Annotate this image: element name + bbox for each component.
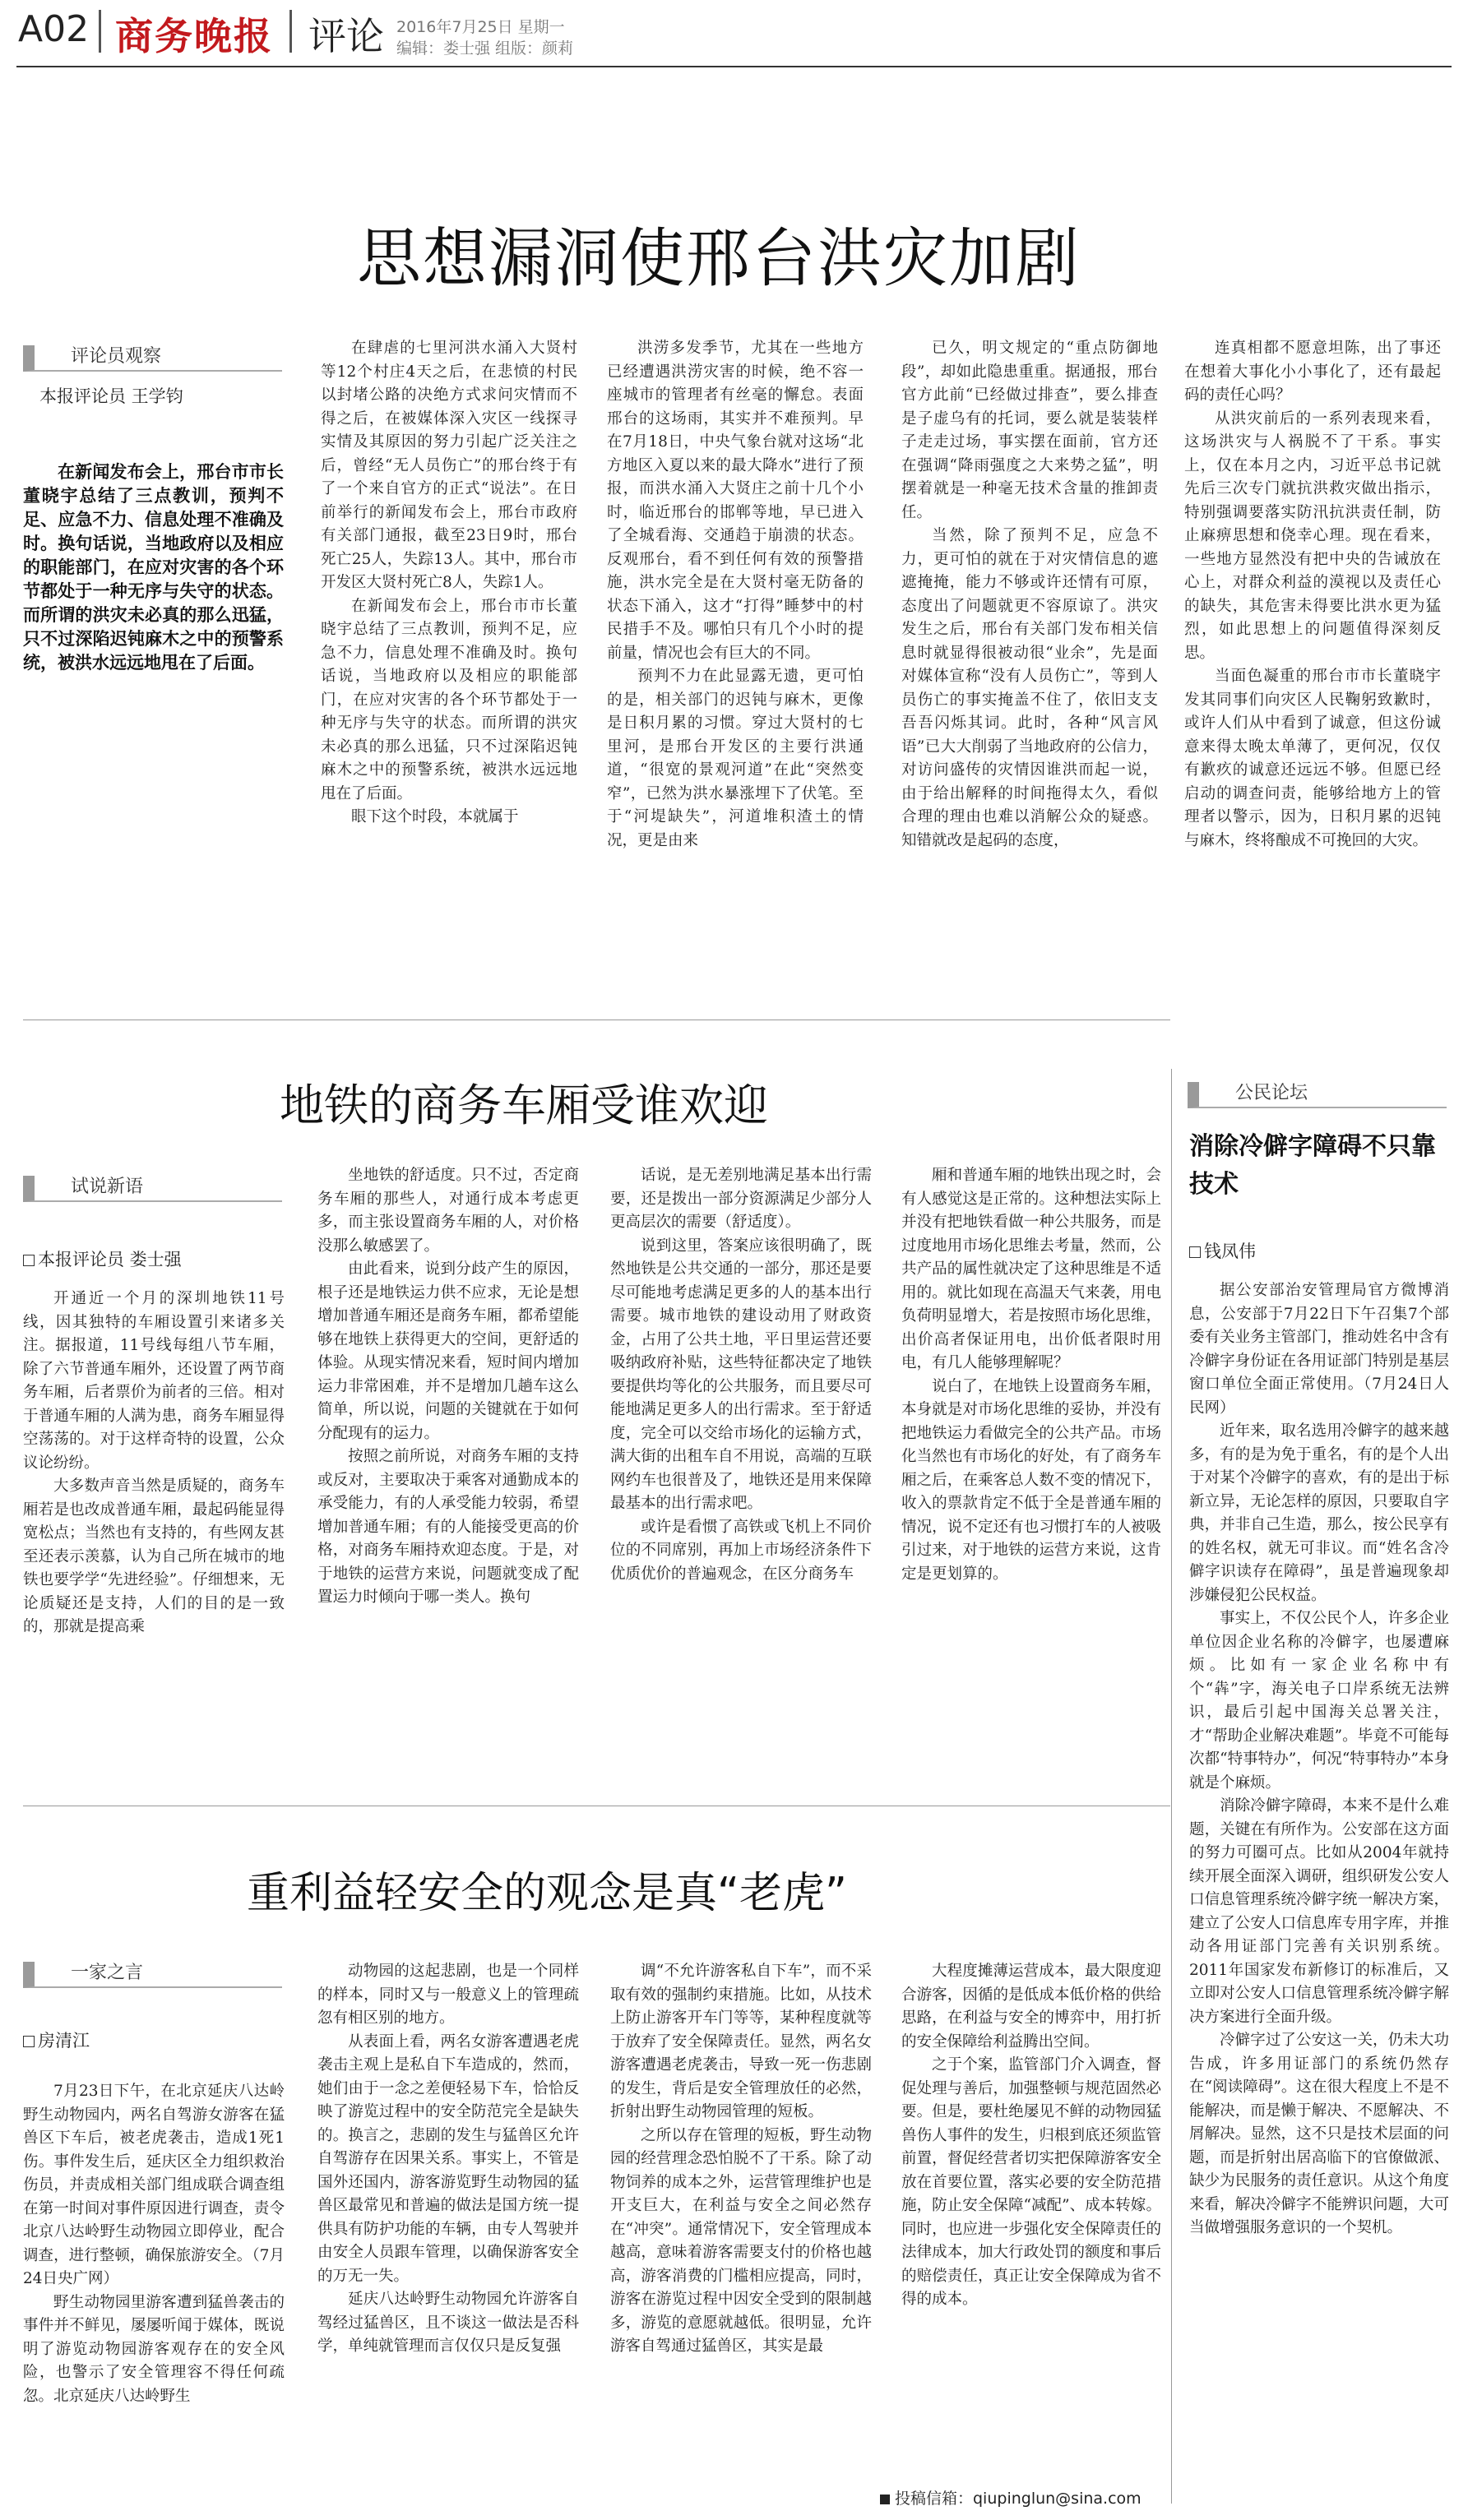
submission-email: 投稿信箱：qiupinglun@sina.com	[880, 2486, 1142, 2508]
header-divider	[289, 10, 292, 53]
column-label-box	[23, 1176, 282, 1202]
article-column: 7月23日下午，在北京延庆八达岭野生动物园内，两名自驾游女游客在猛兽区下车后，被老虎袭击，造成1死1伤。事件发生后，延庆区全力组织救治伤员，并责成相关部门组成联合调查组在第一时间对事件原因进行调查，责令北京八达岭野生动物园立即停业，配合调查，进行整顿，确保旅游安全。（7月24日央广网） 野生动物园里游客遭到猛兽袭击的事件并不鲜见，屡屡听闻于媒体，既说明了游览动物园游客观存在的安全风险，也警示了安全管理容不得任何疏忽。北京延庆八达岭野生	[23, 2083, 285, 2405]
page-number: A02	[18, 8, 90, 50]
article-title: 重利益轻安全的观念是真“老虎”	[247, 1869, 847, 1918]
article-column: 调“不允许游客私自下车”，而不采取有效的强制约束措施。比如，从技术上防止游客开车门等等，某种程度就等于放弃了安全保障责任。显然，两名女游客遭遇老虎袭击，导致一死一伤悲剧的发生，背后是安全管理放任的必然，折射出野生动物园管理的短板。 之所以存在管理的短板，野生动物园的经营理念恐怕脱不了干系。除了动物饲养的成本之外，运营管理维护也是开支巨大，在利益与安全之间必然存在“冲突”。通常情况下，安全管理成本越高，意味着游客需要支付的价格也越高，游客消费的门槛相应提高，同时，游客在游览过程中因安全受到的限制越多，游览的意愿就越低。很明显，允许游客自驾通过猛兽区，其实是最	[610, 1963, 872, 2355]
article-column: 开通近一个月的深圳地铁11号线，因其独特的车厢设置引来诸多关注。据报道，11号线每组八节车厢，除了六节普通车厢外，还设置了两节商务车厢，后者票价为前者的三倍。相对于普通车厢的人满为患，商务车厢显得空荡荡的。对于这样奇特的设置，公众议论纷纷。 大多数声音当然是质疑的，商务车厢若是也改成普通车厢，最起码能显得宽松点；当然也有支持的，有些网友甚至还表示羡慕，认为自己所在城市的地铁也要学学“先进经验”。仔细想来，无论质疑还是支持，人们的目的是一致的，那就是提高乘	[23, 1290, 285, 1635]
editor-credits: 编辑：娄士强 组版：颜莉	[396, 39, 574, 58]
article-column: 已久，明文规定的“重点防御地段”，却如此隐患重重。据通报，邢台官方此前“已经做过排查”，要么排查是子虚乌有的托词，要么就是装装样子走走过场，事实摆在面前，官方还在强调“降雨强度之大来势之猛”，明摆着就是一种毫无技术含量的推卸责任。 当然，除了预判不足，应急不力，更可怕的就在于对灾情信息的遮遮掩掩，能力不够或许还情有可原，态度出了问题就更不容原谅了。洪灾发生之后，邢台有关部门发布相关信息时就显得很被动很“业余”，先是面对媒体宣称“没有人员伤亡”，等到人员伤亡的事实掩盖不住了，依旧支支吾吾闪烁其词。此时，各种“风言风语”已大大削弱了当地政府的公信力，对访问盛传的灾情因谁洪而起一说，由于给出解释的时间拖得太久，看似合理的理由也难以消解公众的疑惑。知错就改是起码的态度，	[901, 340, 1158, 849]
column-label: 评论员观察	[23, 345, 282, 372]
article-lead: 在新闻发布会上，邢台市市长董晓宇总结了三点教训，预判不足、应急不力、信息处理不准确及时。换句话说，当地政府以及相应的职能部门，在应对灾害的各个环节都处于一种无序与失守的状态。而所谓的洪灾未必真的那么迅猛，只不过深陷迟钝麻木之中的预警系统，被洪水远远地甩在了后面。	[23, 462, 284, 673]
article-column: 动物园的这起悲剧，也是一个同样的样本，同时又与一般意义上的管理疏忽有相区别的地方。 从表面上看，两名女游客遭遇老虎袭击主观上是私自下车造成的，然而，她们由于一念之差便轻易下车，恰恰反映了游览过程中的安全防范完全是缺失的。换言之，悲剧的发生与猛兽区允许自驾游存在因果关系。事实上，不管是国外还国内，游客游览野生动物园的猛兽区最常见和普遍的做法是国方统一提供具有防护功能的车辆，由专人驾驶并由安全人员跟车管理，以确保游客安全的万无一失。 延庆八达岭野生动物园允许游客自驾经过猛兽区，且不谈这一做法是否科学，单纯就管理而言仅仅只是反复强	[317, 1963, 579, 2355]
column-label-box	[23, 345, 282, 372]
header-divider	[99, 10, 101, 53]
article-column: 在肆虐的七里河洪水涌入大贤村等12个村庄4天之后，在悲愤的村民以封堵公路的决绝方式求问灾情而不得之后，在被媒体深入灾区一线探寻实情及其原因的努力引起广泛关注之后，曾经“无人员伤亡”的邢台终于有了一个来自官方的正式“说法”。在日前举行的新闻发布会上，邢台市政府有关部门通报，截至23日9时，邢台死亡25人，失踪13人。其中，邢台市开发区大贤村死亡8人，失踪1人。 在新闻发布会上，邢台市市长董晓宇总结了三点教训，预判不足，应急不力，信息处理不准确及时。换句话说，当地政府以及相应的职能部门，在应对灾害的各个环节都处于一种无序与失守的状态。而所谓的洪灾未必真的那么迅猛，只不过深陷迟钝麻木之中的预警系统，被洪水远远地甩在了后面。 眼下这个时段，本就属于	[321, 340, 577, 825]
byline: 房清江	[23, 2028, 90, 2052]
sidebar-body: 据公安部治安管理局官方微博消息，公安部于7月22日下午召集7个部委有关业务主管部门，推动姓名中含有冷僻字身份证在各用证部门特别是基层窗口单位全面正常使用。（7月24日人民网） 近年来，取名选用冷僻字的越来越多，有的是为免于重名，有的是个人出于对某个冷僻字的喜欢，有的是出于标新立异，无论怎样的原因，只要取自字典，并非自己生造，那么，按公民享有的姓名权，就无可非议。而“姓名含冷僻字识读存在障碍”，虽是普遍现象却涉嫌侵犯公民权益。 事实上，不仅公民个人，许多企业单位因企业名称的冷僻字，也屡遭麻烦。比如有一家企业名称中有个“犇”字，海关电子口岸系统无法辨识，最后引起中国海关总署关注，才“帮助企业解决难题”。毕竟不可能每次都“特事特办”，何况“特事特办”本身就是个麻烦。 消除冷僻字障碍，本来不是什么难题，关键在有所作为。公安部在这方面的努力可圈可点。比如从2004年就持续开展全面深入调研，组织研发公安人口信息管理系统冷僻字统一解决方案，建立了公安人口信息库专用字库，并推动各用证部门完善有关识别系统。2011年国家发布新修订的标准后，又立即对公安人口信息管理系统冷僻字解决方案进行全面升级。 冷僻字过了公安这一关，仍未大功告成，许多用证部门的系统仍然存在“阅读障碍”。这在很大程度上不是不能解决，而是懒于解决、不愿解决、不屑解决。显然，这不只是技术层面的问题，而是折射出居高临下的官僚做派、缺少为民服务的责任意识。从这个角度来看，解决冷僻字不能辨识问题，大可当做增强服务意识的一个契机。	[1189, 1282, 1449, 2236]
article-title: 思想漏洞使邢台洪灾加剧	[357, 222, 1081, 296]
issue-date: 2016年7月25日 星期一	[396, 18, 565, 36]
byline: 本报评论员 娄士强	[23, 1246, 182, 1271]
article-column: 坐地铁的舒适度。只不过，否定商务车厢的那些人，对通行成本考虑更多，而主张设置商务车厢的人，对价格没那么敏感罢了。 由此看来，说到分歧产生的原因，根子还是地铁运力供不应求，无论是想增加普通车厢还是商务车厢，都希望能够在地铁上获得更大的空间，更舒适的体验。从现实情况来看，短时间内增加运力非常困难，并不是增加几趟车这么简单，所以说，问题的关键就在于如何分配现有的运力。 按照之前所说，对商务车厢的支持或反对，主要取决于乘客对通勤成本的承受能力，有的人承受能力较弱，希望增加普通车厢；有的人能接受更高的价格，对商务车厢持欢迎态度。于是，对于地铁的运营方来说，问题就变成了配置运力时倾向于哪一类人。换句	[317, 1167, 579, 1606]
newspaper-logo: 商务晚报	[115, 14, 273, 58]
column-label: 一家之言	[23, 1962, 282, 1988]
header-rule	[16, 66, 1452, 67]
article-column: 洪涝多发季节，尤其在一些地方已经遭遇洪涝灾害的时候，绝不容一座城市的管理者有丝毫的懈怠。表面邢台的这场雨，其实并不难预判。早在7月18日，中央气象台就对这场“北方地区入夏以来的最大降水”进行了预报，而洪水涌入大贤庄之前十几个小时，临近邢台的邯郸等地，早已进入了全城看海、交通趋于崩溃的状态。反观邢台，看不到任何有效的预警措施，洪水完全是在大贤村毫无防备的状态下涌入，这才“打得”睡梦中的村民措手不及。哪怕只有几个小时的提前量，情况也会有巨大的不同。 预判不力在此显露无遗，更可怕的是，相关部门的迟钝与麻木，更像是日积月累的习惯。穿过大贤村的七里河，是邢台开发区的主要行洪通道，“很宽的景观河道”在此“突然变窄”，已然为洪水暴涨埋下了伏笔。至于“河堤缺失”，河道堆积渣土的情况，更是由来	[607, 340, 864, 849]
column-label: 公民论坛	[1188, 1082, 1447, 1108]
article-column: 连真相都不愿意坦陈，出了事还在想着大事化小小事化了，还有最起码的责任心吗？ 从洪灾前后的一系列表现来看，这场洪灾与人祸脱不了干系。事实上，仅在本月之内，习近平总书记就先后三次专门就抗洪救灾做出指示，特别强调要落实防汛抗洪责任制，防止麻痹思想和侥幸心理。现在看来，一些地方显然没有把中央的告诫放在心上，对群众利益的漠视以及责任心的缺失，其危害未得要比洪水更为猛烈，如此思想上的问题值得深刻反思。 当面色凝重的邢台市市长董晓宇发其同事们向灾区人民鞠躬致歉时，或许人们从中看到了诚意，但这份诚意来得太晚太单薄了，更何况，仅仅有歉疚的诚意还远远不够。但愿已经启动的调查问责，能够给地方上的管理者以警示，因为，日积月累的迟钝与麻木，终将酿成不可挽回的大灾。	[1184, 340, 1441, 849]
article-column: 大程度摊薄运营成本，最大限度迎合游客，因循的是低成本低价格的供给思路，在利益与安全的博弈中，用打折的安全保障给利益腾出空间。 之于个案，监管部门介入调查，督促处理与善后，加强整顿与规范固然必要。但是，要杜绝屡见不鲜的动物园猛兽伤人事件的发生，归根到底还须监管前置，督促经营者切实把保障游客安全放在首要位置，落实必要的安全防范措施，防止安全保障“减配”、成本转嫁。同时，也应进一步强化安全保障责任的法律成本，加大行政处罚的额度和事后的赔偿责任，真正让安全保障成为省不得的成本。	[901, 1963, 1161, 2308]
square-bullet-icon	[1189, 1246, 1201, 1258]
black-square-icon	[880, 2495, 890, 2504]
article-title: 地铁的商务车厢受谁欢迎	[280, 1080, 768, 1131]
sidebar-title: 消除冷僻字障碍不只靠技术	[1189, 1132, 1436, 1199]
square-bullet-icon	[23, 1255, 35, 1266]
square-bullet-icon	[23, 2036, 35, 2047]
column-label-box	[23, 1962, 282, 1988]
article-column: 厢和普通车厢的地铁出现之时，会有人感觉这是正常的。这种想法实际上并没有把地铁看做一种公共服务，而是过度地用市场化思维去考量，然而，公共产品的属性就决定了这种思维是不适用的。就比如现在高温天气来袭，用电负荷明显增大，若是按照市场化思维，出价高者保证用电，出价低者限时用电，有几人能够理解呢？ 说白了，在地铁上设置商务车厢，本身就是对市场化思维的妥协，并没有把地铁运力看做完全的公共产品。市场化当然也有市场化的好处，有了商务车厢之后，在乘客总人数不变的情况下，收入的票款肯定不低于全是普通车厢的情况，说不定还有也习惯打车的人被吸引过来，对于地铁的运营方来说，这肯定是更划算的。	[901, 1167, 1161, 1583]
byline: 本报评论员 王学钧	[39, 386, 183, 406]
byline: 钱凤伟	[1189, 1238, 1256, 1263]
column-label-box	[1188, 1082, 1447, 1108]
section-name: 评论	[308, 14, 384, 58]
sidebar-divider	[1171, 1069, 1172, 2504]
article-column: 话说，是无差别地满足基本出行需要，还是拨出一部分资源满足少部分人更高层次的需要（舒适度）。 说到这里，答案应该很明确了，既然地铁是公共交通的一部分，那还是要尽可能地考虑满足更多的人的基本出行需要。城市地铁的建设动用了财政资金，占用了公共土地，平日里运营还要吸纳政府补贴，这些特征都决定了地铁要提供均等化的公共服务，而且要尽可能地满足更多人的出行需求。至于舒适度，完全可以交给市场化的运输方式，满大街的出租车自不用说，高端的互联网约车也很普及了，地铁还是用来保障最基本的出行需求吧。 或许是看惯了高铁或飞机上不同价位的不同席别，再加上市场经济条件下优质优价的普遍观念，在区分商务车	[610, 1167, 872, 1583]
column-label: 试说新语	[23, 1176, 282, 1202]
